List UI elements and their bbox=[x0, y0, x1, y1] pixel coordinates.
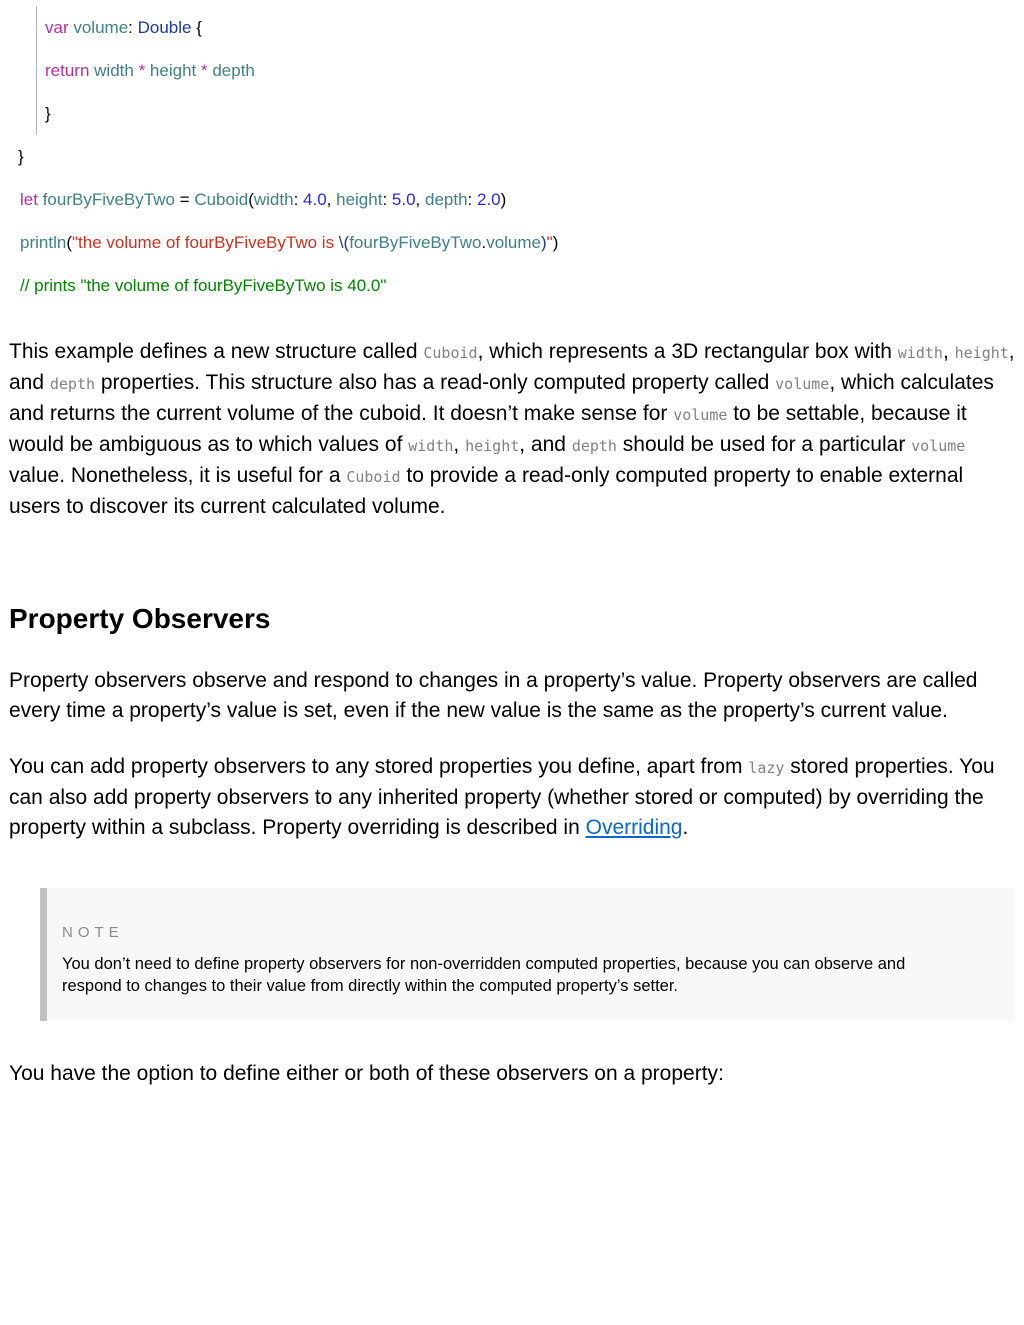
text-segment: to provide a read-only computed property to enable external users to discover its current calculated volume. bbox=[9, 464, 964, 518]
code-token: fourByFiveByTwo bbox=[42, 190, 175, 209]
text-segment: properties. This structure also has a read-only computed property called bbox=[95, 371, 776, 394]
inline-code: width bbox=[408, 437, 454, 455]
note-box bbox=[40, 888, 1015, 1021]
text-segment: You have the option to define either or both of these observers on a property: bbox=[9, 1062, 724, 1085]
code-token: * bbox=[138, 61, 146, 80]
code-line bbox=[20, 178, 1015, 221]
note-text: You don’t need to define property observers for non-overridden computed properties, because you can observe and respond to changes to their value from directly within the computed property’s setter. bbox=[62, 955, 906, 995]
code-token: 4.0 bbox=[303, 190, 327, 209]
code-token: Double bbox=[137, 18, 192, 37]
code-token: } bbox=[45, 104, 51, 123]
paragraph-observers-usage bbox=[9, 752, 1015, 843]
code-token: width bbox=[253, 190, 294, 209]
code-token: depth bbox=[212, 61, 255, 80]
inline-code: height bbox=[465, 437, 520, 455]
code-token: ( bbox=[248, 190, 254, 209]
code-token: , bbox=[326, 190, 337, 209]
inline-code: volume bbox=[775, 375, 830, 393]
inline-code: volume bbox=[673, 406, 728, 424]
code-token: ( bbox=[66, 233, 72, 252]
inline-code: width bbox=[897, 344, 943, 362]
code-token: width bbox=[94, 61, 134, 80]
text-segment: . bbox=[682, 816, 689, 839]
inline-code: volume bbox=[911, 437, 966, 455]
text-segment: to be settable, because it would be ambiguous as to which values of bbox=[9, 402, 967, 456]
code-group bbox=[18, 135, 1015, 178]
text-segment: value. Nonetheless, it is useful for a bbox=[9, 464, 347, 487]
code-token: : bbox=[293, 190, 304, 209]
code-token: Cuboid bbox=[194, 190, 249, 209]
code-token: var bbox=[45, 18, 74, 37]
code-token: height bbox=[149, 61, 197, 80]
code-token: fourByFiveByTwo bbox=[349, 233, 482, 252]
paragraph-example-description bbox=[9, 337, 1015, 522]
text-segment: , bbox=[453, 433, 466, 456]
code-listing bbox=[9, 4, 1015, 307]
code-token: volume bbox=[486, 233, 541, 252]
inline-code: depth bbox=[571, 437, 617, 455]
code-token: "the volume of fourByFiveByTwo is bbox=[71, 233, 339, 252]
code-token: let bbox=[20, 190, 43, 209]
code-token: : bbox=[467, 190, 477, 209]
code-token: ) bbox=[541, 233, 547, 252]
text-segment: should be used for a particular bbox=[616, 433, 912, 456]
code-token: height bbox=[336, 190, 383, 209]
text-segment: , bbox=[942, 340, 955, 363]
text-segment: This example defines a new structure called bbox=[9, 340, 424, 363]
code-token: \( bbox=[338, 233, 350, 252]
code-line bbox=[18, 135, 1015, 178]
code-token: : bbox=[128, 18, 138, 37]
code-token: : bbox=[382, 190, 392, 209]
code-line bbox=[45, 6, 1015, 49]
inline-code: lazy bbox=[748, 759, 785, 777]
code-line bbox=[45, 92, 1015, 135]
code-token: " bbox=[546, 233, 553, 252]
code-token: ) bbox=[500, 190, 507, 209]
text-segment: Property observers observe and respond to changes in a property’s value. Property observers are called every time a property’s value is set, even if the new value is the same as the property’s current value. bbox=[9, 669, 978, 722]
code-token: 5.0 bbox=[391, 190, 416, 209]
inline-code: Cuboid bbox=[423, 344, 478, 362]
code-token: ) bbox=[552, 233, 559, 252]
code-token: = bbox=[174, 190, 195, 209]
code-token: return bbox=[45, 61, 95, 80]
text-segment: , which represents a 3D rectangular box with bbox=[477, 340, 898, 363]
code-token: volume bbox=[73, 18, 129, 37]
code-token: { bbox=[191, 18, 202, 37]
overriding-link[interactable]: Overriding bbox=[585, 816, 683, 839]
code-token: . bbox=[481, 233, 487, 252]
code-line bbox=[20, 221, 1015, 264]
code-group-indented bbox=[36, 6, 1015, 135]
text-segment: , which calculates and returns the current volume of the cuboid. It doesn’t make sense for bbox=[9, 371, 994, 425]
code-line bbox=[20, 264, 1015, 307]
code-group bbox=[20, 178, 1015, 307]
text-segment: , and bbox=[519, 433, 572, 456]
paragraph-observers-intro bbox=[9, 666, 1015, 726]
code-token: , bbox=[415, 190, 425, 209]
code-token: // prints "the volume of fourByFiveByTwo is 40.0" bbox=[20, 276, 387, 295]
paragraph-observers-options bbox=[9, 1059, 1015, 1089]
text-segment: stored properties. You can also add property observers to any inherited property (whether stored or computed) by overriding the property within a subclass. Property overriding is described in bbox=[9, 755, 995, 839]
text-segment: You can add property observers to any stored properties you define, apart from bbox=[9, 755, 749, 778]
code-token: depth bbox=[424, 190, 468, 209]
inline-code: height bbox=[954, 344, 1009, 362]
code-token: 2.0 bbox=[476, 190, 501, 209]
text-segment: , and bbox=[9, 340, 1015, 394]
code-line bbox=[45, 49, 1015, 92]
note-label: NOTE bbox=[62, 924, 124, 941]
inline-code: Cuboid bbox=[346, 468, 401, 486]
code-token: } bbox=[18, 147, 24, 166]
section-heading: Property Observers bbox=[9, 603, 271, 634]
code-token: println bbox=[20, 233, 67, 252]
code-token: * bbox=[200, 61, 208, 80]
inline-code: depth bbox=[49, 375, 96, 393]
